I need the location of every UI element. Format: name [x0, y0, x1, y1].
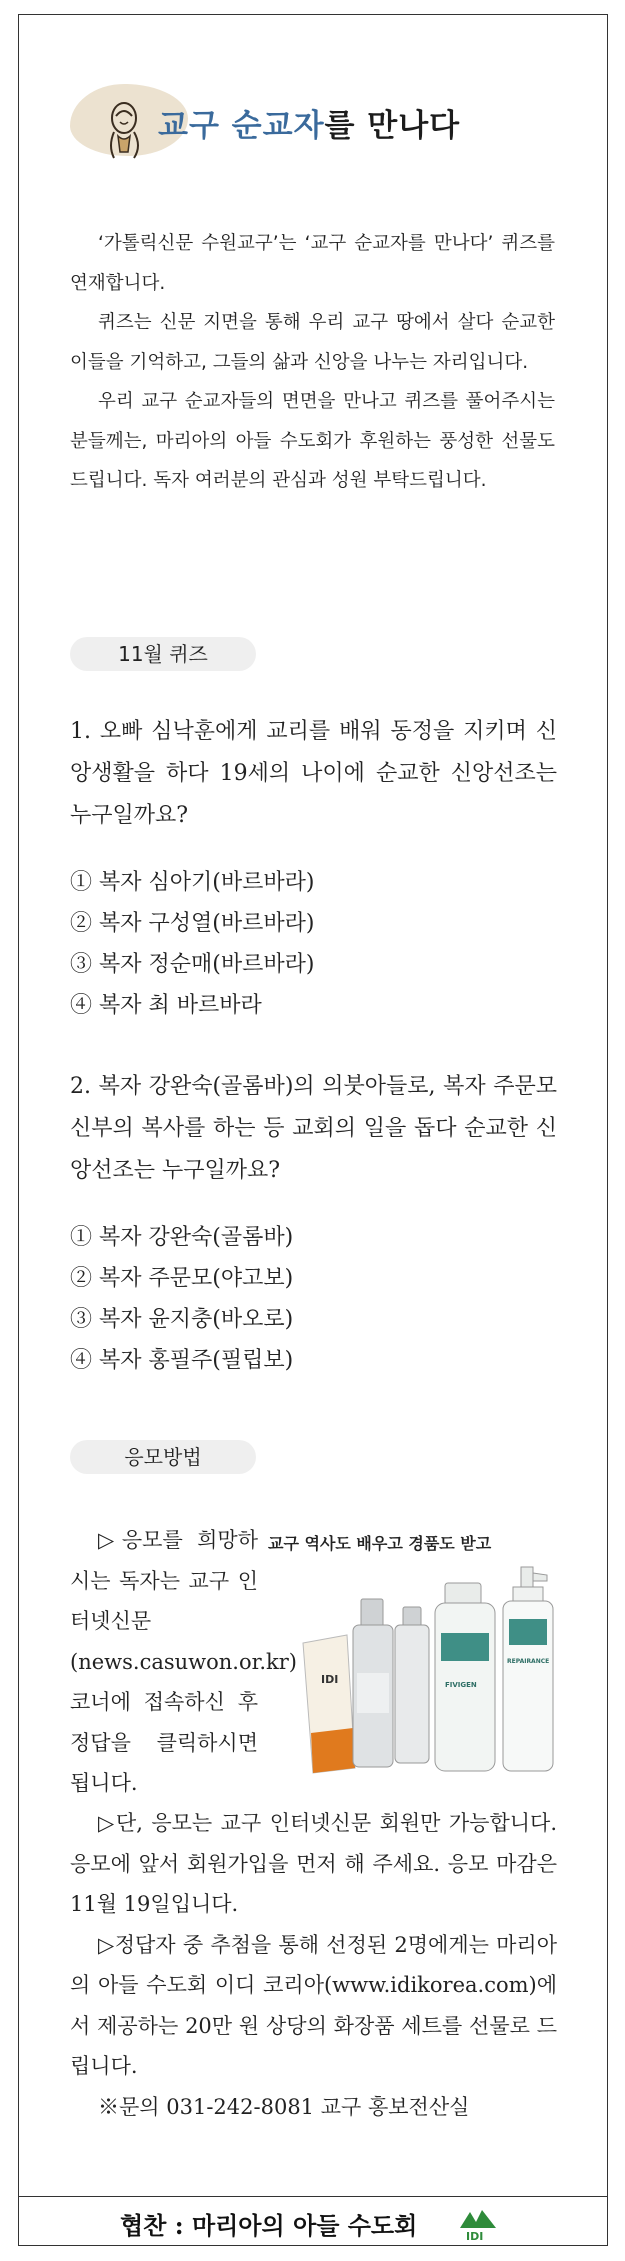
question-2-options: [70, 1217, 555, 1381]
footer-divider: [18, 2196, 608, 2197]
page-title: [158, 100, 460, 145]
option-item: ① 복자 강완숙(골롬바): [70, 1225, 294, 1250]
apply-method-label: 응모방법: [70, 1440, 256, 1474]
logo-text: IDI: [466, 2230, 484, 2242]
intro-paragraph: 우리 교구 순교자들의 면면을 만나고 퀴즈를 풀어주시는 분들께는, 마리아의 아들 수도회가 후원하는 풍성한 선물도 드립니다. 독자 여러분의 관심과 성원 부탁드립니다.: [70, 391, 555, 491]
option-item: ③ 복자 윤지충(바오로): [70, 1307, 294, 1332]
question-2-text: 2. 복자 강완숙(골롬바)의 의붓아들로, 복자 주문모 신부의 복사를 하는 등 교회의 일을 돕다 순교한 신앙선조는 누구일까요?: [70, 1074, 557, 1183]
question-1-options: [70, 862, 555, 1026]
apply-instruction-1: ▷응모를 희망하시는 독자는 교구 인터넷신문(news.casuwon.or.kr) 코너에 접속하신 후 정답을 클릭하시면 됩니다.: [70, 1528, 297, 1795]
product-brand-label: IDI: [321, 1673, 339, 1686]
intro-paragraph: ‘가톨릭신문 수원교구’는 ‘교구 순교자를 만나다’ 퀴즈를 연재합니다.: [70, 233, 555, 294]
product-bottle-silver: [353, 1599, 393, 1767]
product-bottle-green: [435, 1583, 495, 1771]
intro-paragraph: 퀴즈는 신문 지면을 통해 우리 교구 땅에서 살다 순교한 이들을 기억하고, 그들의 삶과 신앙을 나누는 자리입니다.: [70, 312, 555, 373]
option-item: ③ 복자 정순매(바르바라): [70, 952, 315, 977]
question-1-block: [70, 711, 557, 837]
intro-text: [70, 224, 555, 501]
sponsor-text: 협찬 : 마리아의 아들 수도회: [120, 2211, 418, 2240]
apply-instruction-3: ▷정답자 중 추첨을 통해 선정된 2명에게는 마리아의 아들 수도회 이디 코리아(www.idikorea.com)에서 제공하는 20만 원 상당의 화장품 세트를 선물로 드립니다.: [70, 1932, 557, 2078]
article-heading: [58, 62, 578, 160]
product-spray-bottle: [503, 1567, 553, 1771]
title-highlight: 교구 순교자: [158, 108, 325, 144]
option-item: ② 복자 주문모(야고보): [70, 1266, 294, 1291]
option-item: ④ 복자 최 바르바라: [70, 993, 262, 1018]
martyr-illustration-icon: [100, 96, 156, 160]
quiz-month-label: 11월 퀴즈: [70, 637, 256, 671]
product-tube: [303, 1635, 355, 1773]
question-1-text: 1. 오빠 심낙훈에게 교리를 배워 동정을 지키며 신앙생활을 하다 19세의 나이에 순교한 신앙선조는 누구일까요?: [70, 719, 557, 828]
prize-caption: 교구 역사도 배우고 경품도 받고: [268, 1534, 492, 1553]
product-bottle-small: [395, 1607, 429, 1763]
product-brand-label: REPAIRANCE: [507, 1658, 550, 1665]
contact-info: ※문의 031-242-8081 교구 홍보전산실: [98, 2094, 470, 2119]
option-item: ① 복자 심아기(바르바라): [70, 870, 315, 895]
product-brand-label: FIVIGEN: [445, 1681, 477, 1689]
option-item: ④ 복자 홍필주(필립보): [70, 1348, 294, 1373]
cosmetics-products-image: [295, 1563, 595, 1783]
option-item: ② 복자 구성열(바르바라): [70, 911, 315, 936]
question-2-block: [70, 1066, 557, 1192]
title-rest: 를 만나다: [324, 108, 461, 144]
apply-instruction-2: ▷단, 응모는 교구 인터넷신문 회원만 가능합니다. 응모에 앞서 회원가입을 먼저 해 주세요. 응모 마감은 11월 19일입니다.: [70, 1811, 557, 1916]
idi-logo-icon: [456, 2206, 500, 2242]
apply-details: [70, 1803, 557, 2127]
